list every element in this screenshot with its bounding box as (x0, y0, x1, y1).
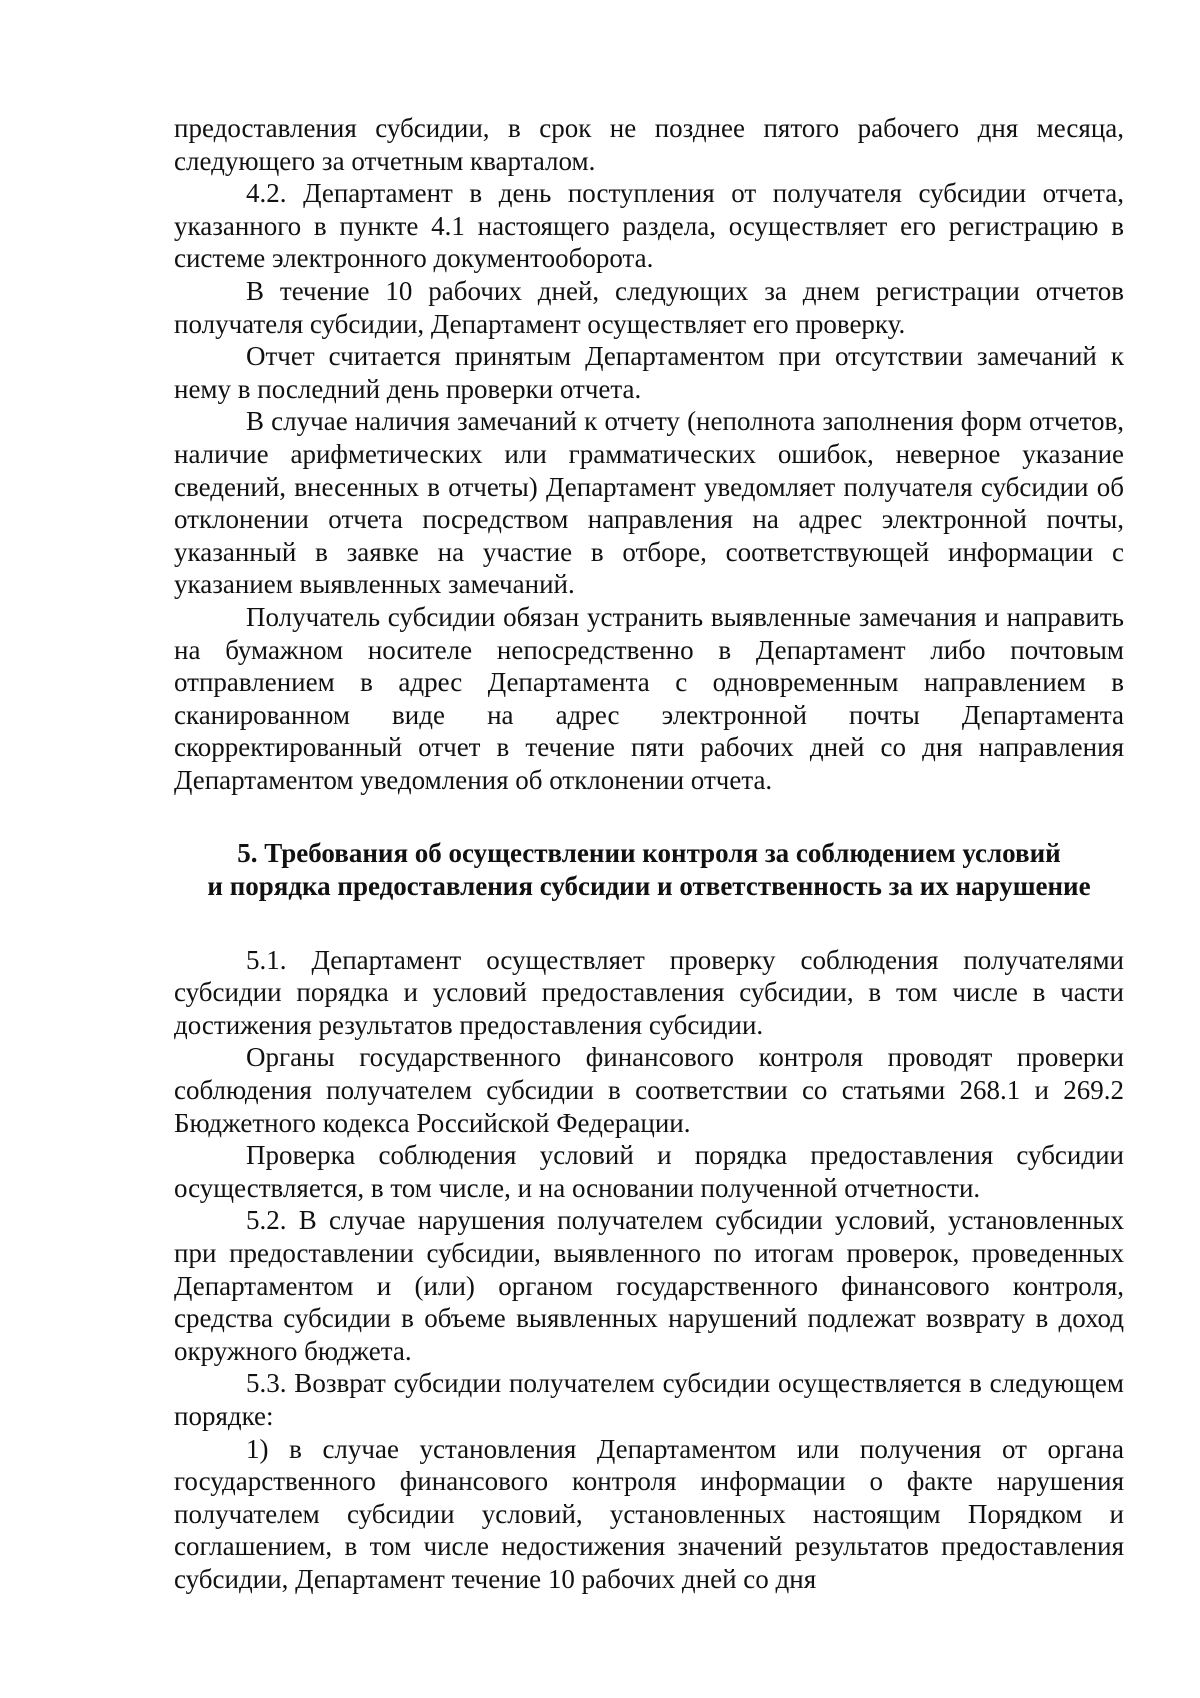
paragraph-report-remarks: В случае наличия замечаний к отчету (неполнота заполнения форм отчетов, наличие арифметических или грамматических ошибок, неверное указание сведений, внесенных в отчеты) Департамент уведомляет получателя субсидии об отклонении отчета посредством направления на адрес электронной почты, указанный в заявке на участие в отборе, соответствующей информации с указанием выявленных замечаний. (174, 406, 1124, 600)
paragraph-recipient-correction: Получатель субсидии обязан устранить выявленные замечания и направить на бумажном носителе непосредственно в Департамент либо почтовым отправлением в адрес Департамента с одновременным направлением в сканированном виде на адрес электронной почты Департамента скорректированный отчет в течение пяти рабочих дней со дня направления Департаментом уведомления об отклонении отчета. (174, 601, 1124, 795)
paragraph-5-3-item-1: 1) в случае установления Департаментом или получения от органа государственного финансового контроля информации о факте нарушения получателем субсидии условий, установленных настоящим Порядком и соглашением, в том числе недостижения значений результатов предоставления субсидии, Департамент течение 10 рабочих дней со дня (174, 1433, 1124, 1594)
paragraph-5-1: 5.1. Департамент осуществляет проверку соблюдения получателями субсидии порядка и условий предоставления субсидии, в том числе в части достижения результатов предоставления субсидии. (174, 944, 1124, 1040)
paragraph-verification-period: В течение 10 рабочих дней, следующих за днем регистрации отчетов получателя субсидии, Департамент осуществляет его проверку. (174, 275, 1124, 339)
paragraph-5-3: 5.3. Возврат субсидии получателем субсидии осуществляется в следующем порядке: (174, 1368, 1124, 1431)
document-page (174, 112, 1124, 1596)
paragraph-4-2: 4.2. Департамент в день поступления от получателя субсидии отчета, указанного в пункте 4.1 настоящего раздела, осуществляет его регистрацию в системе электронного документооборота. (174, 178, 1124, 274)
paragraph-4-1-continued: предоставления субсидии, в срок не позднее пятого рабочего дня месяца, следующего за отчетным кварталом. (174, 113, 1124, 176)
paragraph-report-accepted: Отчет считается принятым Департаментом при отсутствии замечаний к нему в последний день проверки отчета. (174, 341, 1124, 404)
section-5-heading (174, 837, 1124, 902)
paragraph-compliance-check: Проверка соблюдения условий и порядка предоставления субсидии осуществляется, в том числе, и на основании полученной отчетности. (174, 1140, 1124, 1203)
section-5-heading-line2: и порядка предоставления субсидии и ответственность за их нарушение (207, 871, 1091, 902)
paragraph-5-2: 5.2. В случае нарушения получателем субсидии условий, установленных при предоставлении субсидии, выявленного по итогам проверок, проведенных Департаментом и (или) органом государственного финансового контроля, средства субсидии в объеме выявленных нарушений подлежат возврату в доход окружного бюджета. (174, 1205, 1124, 1366)
section-5-heading-line1: 5. Требования об осуществлении контроля за соблюдением условий (237, 838, 1061, 869)
paragraph-financial-control: Органы государственного финансового контроля проводят проверки соблюдения получателем субсидии в соответствии со статьями 268.1 и 269.2 Бюджетного кодекса Российской Федерации. (174, 1042, 1124, 1138)
